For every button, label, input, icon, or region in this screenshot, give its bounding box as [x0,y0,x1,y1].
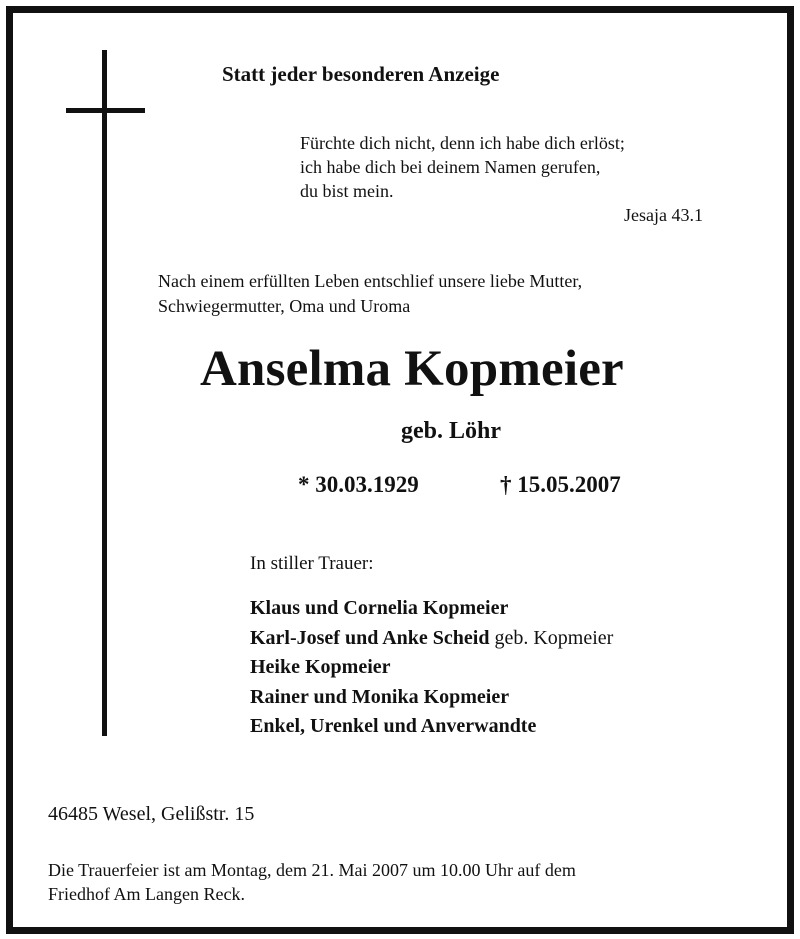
family-member [250,594,613,624]
verse-line: Fürchte dich nicht, denn ich habe dich erlöst; [300,133,625,153]
death-date: † 15.05.2007 [500,472,621,497]
mourning-label: In stiller Trauer: [250,553,374,574]
funeral-info [48,858,576,906]
cross-vertical-bar [102,50,107,736]
family-member-name: Klaus und Cornelia Kopmeier [250,597,509,619]
verse-line: ich habe dich bei deinem Namen gerufen, [300,157,601,177]
family-member-name: Enkel, Urenkel und Anverwandte [250,715,537,737]
family-list [250,594,613,742]
address: 46485 Wesel, Gelißstr. 15 [48,803,255,825]
family-member [250,624,613,654]
family-member-name: Rainer und Monika Kopmeier [250,685,510,708]
family-member-name: Heike Kopmeier [250,656,391,678]
funeral-line: Friedhof Am Langen Reck. [48,884,245,904]
intro-line: Nach einem erfüllten Leben entschlief unsere liebe Mutter, [158,271,583,291]
verse-line: du bist mein. [300,181,394,201]
maiden-name: geb. Löhr [401,418,502,444]
family-member-suffix: geb. Kopmeier [489,626,614,649]
deceased-name: Anselma Kopmeier [200,341,624,397]
intro-text [158,269,582,319]
birth-date: * 30.03.1929 [298,472,419,497]
intro-line: Schwiegermutter, Oma und Uroma [158,296,411,316]
bible-verse [300,131,625,203]
cross-horizontal-bar [66,108,145,113]
family-member [250,712,613,742]
family-member [250,683,613,713]
family-member-name: Karl-Josef und Anke Scheid [250,626,490,649]
notice-heading: Statt jeder besonderen Anzeige [222,62,500,86]
verse-reference: Jesaja 43.1 [624,205,703,225]
family-member [250,653,613,683]
funeral-line: Die Trauerfeier ist am Montag, dem 21. Mai 2007 um 10.00 Uhr auf dem [48,860,576,880]
